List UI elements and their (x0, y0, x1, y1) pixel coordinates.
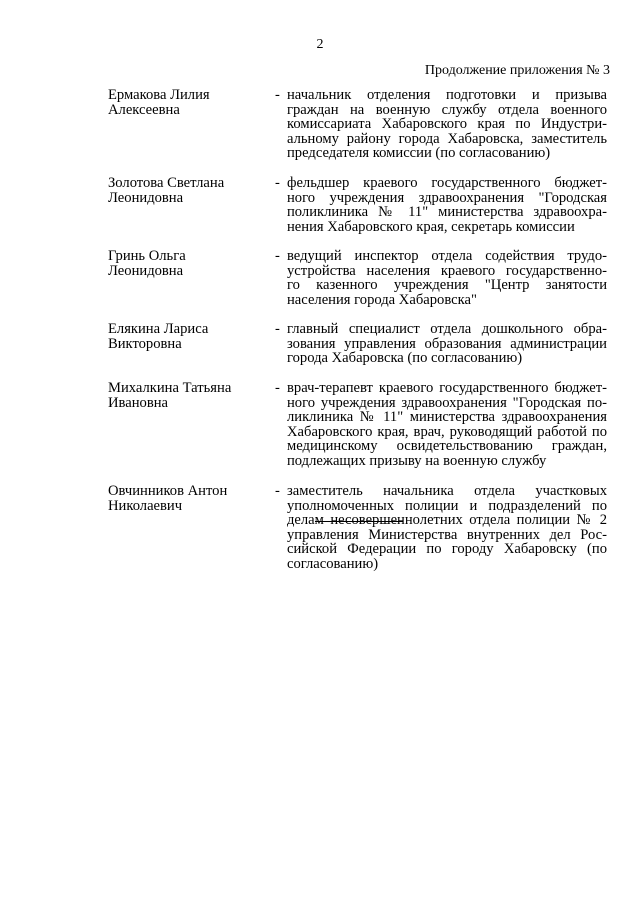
member-role-line: альному району города Хабаровска, заместитель (287, 130, 607, 147)
member-name (108, 176, 274, 234)
member-dash: - (275, 483, 280, 499)
member-row (0, 484, 640, 572)
member-role-line: председателя комиссии (по согласованию) (287, 145, 551, 162)
member-name-line: Гринь Ольга (108, 248, 186, 264)
member-role (287, 249, 607, 307)
member-name-line: Алексеевна (108, 101, 180, 118)
member-role-line: города Хабаровска (по согласованию) (287, 350, 523, 367)
member-role-line: подлежащих призыву на военную службу (287, 452, 547, 469)
member-role-line: го казенного учреждения "Центр занятости (287, 277, 607, 294)
member-role-line: управления Министерства внутренних дел Рос- (287, 526, 607, 543)
member-name-line: Золотова Светлана (108, 175, 225, 191)
member-name-line: Викторовна (108, 335, 182, 352)
member-role-line: главный специалист отдела дошкольного обра- (287, 321, 607, 337)
member-dash: - (275, 175, 280, 191)
member-name (108, 249, 274, 307)
member-name-line: Николаевич (108, 497, 183, 514)
member-dash: - (275, 321, 280, 337)
member-role-line: комиссариата Хабаровского края по Индустри- (287, 116, 607, 133)
member-role-line: зования управления образования администрации (287, 335, 607, 352)
commission-member-list (0, 88, 640, 587)
member-row (0, 249, 640, 307)
member-role-line: населения города Хабаровска" (287, 291, 477, 308)
member-dash: - (275, 87, 280, 103)
member-row (0, 88, 640, 161)
member-name-line: Михалкина Татьяна (108, 380, 232, 396)
member-row (0, 322, 640, 366)
member-name-line: Елякина Лариса (108, 321, 209, 337)
page-number: 2 (316, 37, 324, 52)
member-name (108, 484, 274, 572)
member-role (287, 484, 607, 572)
member-name-line: Ивановна (108, 394, 168, 411)
member-role-line: сийской Федерации по городу Хабаровску (по (287, 541, 607, 558)
member-role (287, 176, 607, 234)
member-role-line: уполномоченных полиции и подразделений по (287, 497, 607, 514)
member-role-line: делам несовершеннолетних отдела полиции № 2 (287, 512, 607, 529)
member-name-line: Овчинников Антон (108, 483, 228, 499)
member-role-line: согласованию) (287, 555, 379, 572)
appendix-continuation-label: Продолжение приложения № 3 (424, 63, 610, 78)
member-role-line: заместитель начальника отдела участковых (287, 483, 607, 499)
member-role-line: устройства населения краевого государственно- (287, 262, 607, 279)
member-name-line: Леонидовна (108, 262, 184, 279)
member-role-line: граждан на военную службу отдела военного (287, 101, 607, 118)
member-role-line: ного учреждения здравоохранения "Городская (287, 189, 607, 206)
member-role-line: нения Хабаровского края, секретарь комиссии (287, 218, 575, 235)
member-dash: - (275, 380, 280, 396)
member-row (0, 381, 640, 469)
member-name (108, 381, 274, 469)
member-role (287, 322, 607, 366)
member-name-line: Леонидовна (108, 189, 184, 206)
member-role-line: поликлиника № 11" министерства здравоохра- (287, 204, 607, 221)
member-name (108, 322, 274, 366)
member-role-line: ведущий инспектор отдела содействия трудо- (287, 248, 607, 264)
member-role (287, 88, 607, 161)
member-role-line: медицинскому освидетельствованию граждан, (287, 438, 607, 455)
member-name-line: Ермакова Лилия (108, 87, 210, 103)
member-role-line: начальник отделения подготовки и призыва (287, 87, 607, 103)
member-role (287, 381, 607, 469)
member-role-line: врач-терапевт краевого государственного бюджет- (287, 380, 607, 396)
member-role-line: фельдшер краевого государственного бюджет- (287, 175, 607, 191)
member-role-line: Хабаровского края, врач, руководящий работой по (287, 423, 607, 440)
end-separator-line (315, 521, 403, 522)
member-role-line: ликлиника № 11" министерства здравоохранения (287, 409, 607, 426)
member-row (0, 176, 640, 234)
member-name (108, 88, 274, 161)
member-dash: - (275, 248, 280, 264)
member-role-line: ного учреждения здравоохранения "Городская по- (287, 394, 607, 411)
